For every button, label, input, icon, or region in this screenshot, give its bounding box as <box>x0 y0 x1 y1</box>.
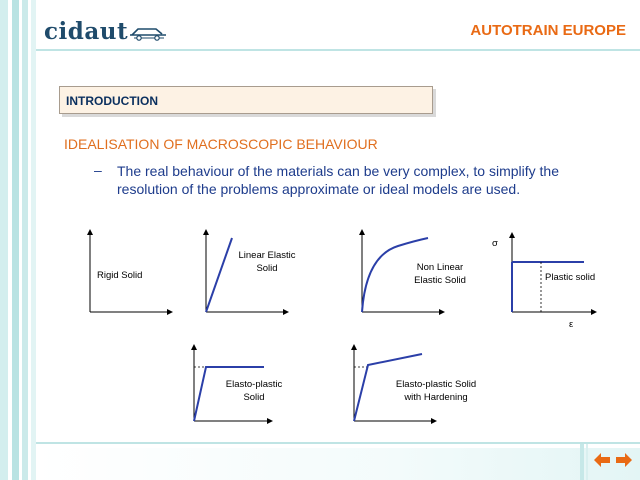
label-linear-elastic <box>232 249 302 275</box>
arrow-right-icon <box>614 451 634 469</box>
label-nonlinear-elastic <box>404 261 476 287</box>
arrow-left-icon <box>592 451 612 469</box>
footer-divider <box>36 442 640 444</box>
footer-decorative-bar <box>580 444 584 480</box>
label-rigid-solid: Rigid Solid <box>97 270 143 281</box>
footer-decorative-bar-2 <box>586 444 588 480</box>
label-elasto-plastic <box>218 378 290 404</box>
previous-slide-button[interactable] <box>592 451 612 469</box>
label-plastic-solid: Plastic solid <box>545 272 596 283</box>
label-hardening-line2: with Hardening <box>404 392 468 403</box>
slide-subtitle: IDEALISATION OF MACROSCOPIC BEHAVIOUR <box>64 136 378 152</box>
next-slide-button[interactable] <box>614 451 634 469</box>
label-sigma-axis: σ <box>492 238 498 249</box>
label-nonlinear-line1: Non Linear <box>416 262 464 273</box>
bullet-dash: – <box>94 162 102 178</box>
label-nonlinear-line2: Elastic Solid <box>414 275 466 286</box>
label-linear-elastic-line2: Solid <box>256 263 278 274</box>
label-hardening <box>386 378 486 404</box>
logo-text: cidaut <box>44 18 129 45</box>
bullet-line-1: The real behaviour of the materials can be very complex, to simplify the <box>117 163 559 179</box>
label-elasto-plastic-line1: Elasto-plastic <box>225 379 283 390</box>
label-linear-elastic-line1: Linear Elastic <box>238 250 296 261</box>
footer-band <box>36 448 640 480</box>
linear-elastic-curve <box>206 238 232 312</box>
label-elasto-plastic-line2: Solid <box>243 392 265 403</box>
label-epsilon-axis: ε <box>569 319 574 330</box>
label-hardening-line1: Elasto-plastic Solid <box>395 379 477 390</box>
section-title: INTRODUCTION <box>66 94 158 108</box>
brand-title: AUTOTRAIN EUROPE <box>470 22 626 39</box>
bullet-line-2: resolution of the problems approximate or ideal models are used. <box>117 181 521 197</box>
